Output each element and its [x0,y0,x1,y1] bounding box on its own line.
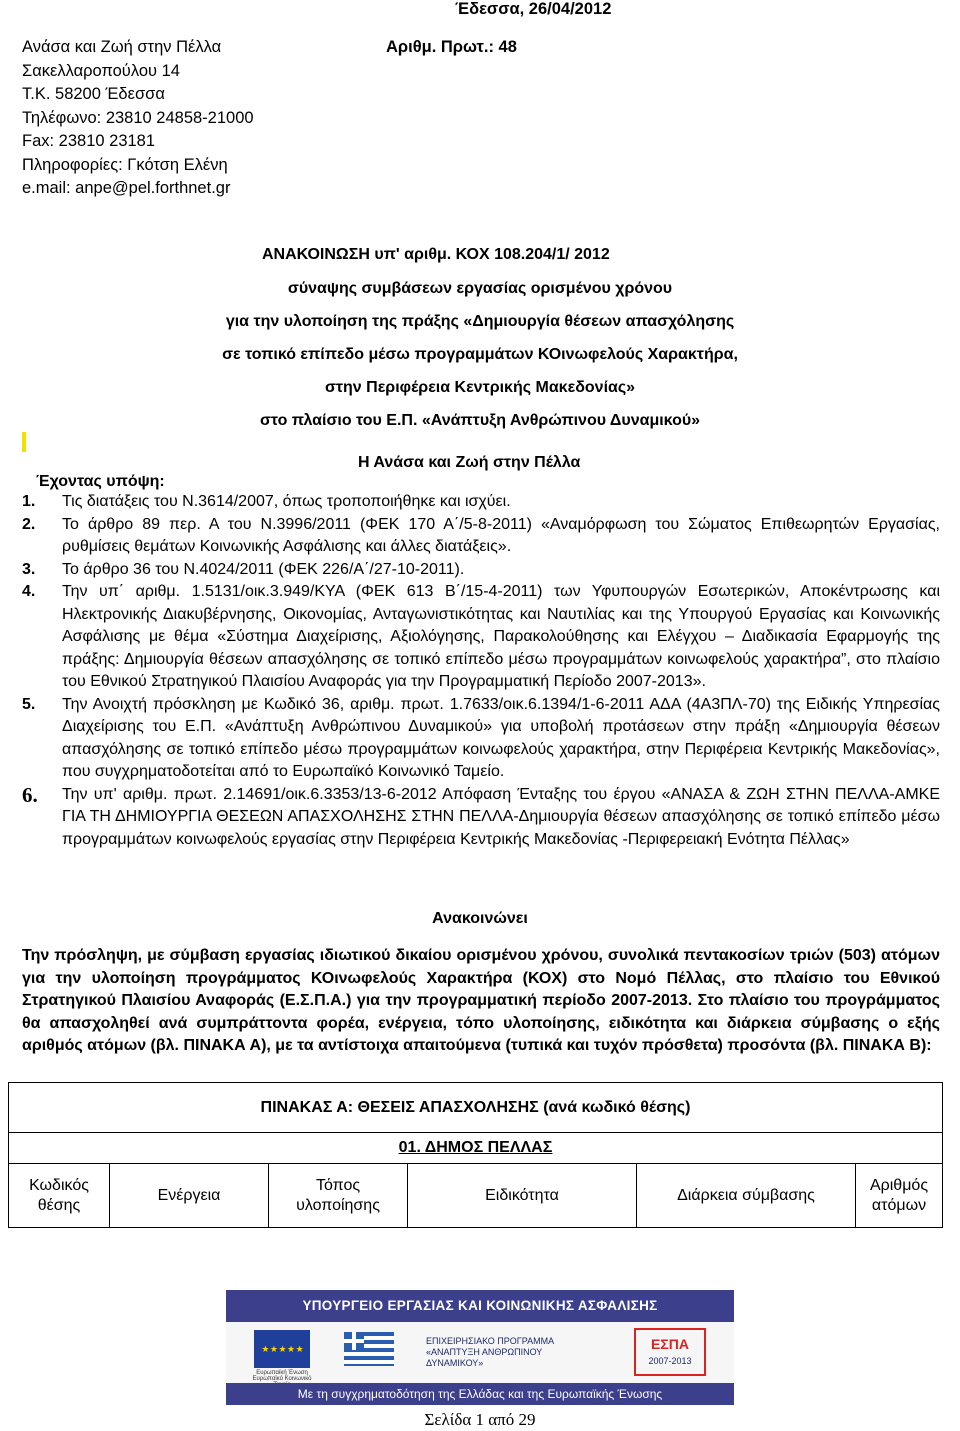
considering-heading: Έχοντας υπόψη: [36,473,165,490]
column-header-code [9,1164,110,1228]
list-item [22,491,940,514]
list-text: Την υπ΄ αριθμ. 1.5131/οικ.3.949/ΚΥΑ (ΦΕΚ 613 Β΄/15-4-2011) των Υφυπουργών Εσωτερικών, Αποκέντρωσης και Ηλεκτρονικής Διακυβέρνησης, Οικονομίας, Ανταγωνιστικότητας και Ναυτιλίας και της Υπουργού Εργασίας και Κοινωνικής Ασφάλισης με θέμα «Σύστημα Διαχείρισης, Αξιολόγησης, Παρακολούθησης και Ελέγχου – Διαδικασία Εφαρμογής της πράξης: Δημιουργία θέσεων απασχόλησης σε τοπικό επίπεδο μέσω προγραμμάτων κοινωφελούς χαρακτήρα”, στο πλαίσιο του Εθνικού Στρατηγικού Πλαισίου Αναφοράς για την Προγραμματική Περίοδο 2007-2013». [62,583,940,690]
document-date: Έδεσσα, 26/04/2012 [455,0,612,18]
cofunding-banner: Με τη συγχρηματοδότηση της Ελλάδας και της Ευρωπαϊκής Ένωσης [226,1383,734,1405]
list-number: 3. [22,560,36,578]
list-item [22,784,940,852]
header-text: Τόπος [315,1176,361,1194]
announcement-line: σύναψης συμβάσεων εργασίας ορισμένου χρόνου [287,280,673,297]
sender-address: Σακελλαροπούλου 14 [22,61,180,80]
announcement-title: ΑΝΑΚΟΙΝΩΣΗ υπ' αριθμ. ΚΟΧ 108.204/1/ 2012 [262,246,610,263]
column-header-location [269,1164,408,1228]
column-header-duration [637,1164,856,1228]
sender-phone: Τηλέφωνο: 23810 24858-21000 [22,108,254,127]
protocol-number: Αριθμ. Πρωτ.: 48 [386,38,517,56]
table-subtitle-text: 01. ΔΗΜΟΣ ΠΕΛΛΑΣ [398,1139,553,1156]
sender-fax: Fax: 23810 23181 [22,132,156,150]
sender-organization: Ανάσα και Ζωή στην Πέλλα [22,38,222,56]
list-item [22,559,940,582]
eu-caption: Ευρωπαϊκή Ένωση Ευρωπαϊκό Κοινωνικό [252,1370,312,1382]
announcement-line: στην Περιφέρεια Κεντρικής Μακεδονίας» [324,379,636,396]
announces-heading: Ανακοινώνει [432,910,528,927]
announcement-line: σε τοπικό επίπεδο μέσω προγραμμάτων ΚΟινωφελούς Χαρακτήρα, [222,346,738,363]
announcement-line: για την υλοποίηση της πράξης «Δημιουργία θέσεων απασχόλησης [225,313,735,330]
list-text: Την Ανοιχτή πρόσκληση με Κωδικό 36, αριθμ. πρωτ. 1.7633/οικ.6.1394/1-6-2011 ΑΔΑ (4Α3ΠΛ-70) της Ειδικής Υπηρεσίας Διαχείρισης του Ε.Π. «Ανάπτυξη Ανθρώπινου Δυναμικού» για υποβολή προτάσεων στην πράξη «Δημιουργία θέσεων απασχόλησης σε τοπικό επίπεδο μέσω προγραμμάτων κοινωφελούς χαρακτήρα, στην Περιφέρεια Κεντρικής Μακεδονίας», που συγχρηματοδοτείται από το Ευρωπαϊκό Κοινωνικό Ταμείο. [62,695,940,780]
header-text: Διάρκεια σύμβασης [677,1186,815,1204]
header-text: Ενέργεια [157,1186,221,1204]
espa-logo-years: 2007-2013 [648,1356,692,1366]
column-header-action [110,1164,269,1228]
greek-flag-icon [344,1332,394,1366]
list-number: 6. [22,782,38,807]
list-item [22,581,940,694]
sender-postcode: Τ.Κ. 58200 Έδεσσα [22,85,165,103]
issuer-heading: Η Ανάσα και Ζωή στην Πέλλα [358,454,581,471]
header-text: θέσης [37,1196,81,1214]
header-text: υλοποίησης [296,1196,380,1214]
table-title: ΠΙΝΑΚΑΣ Α: ΘΕΣΕΙΣ ΑΠΑΣΧΟΛΗΣΗΣ (ανά κωδικό θέσης) [9,1083,943,1133]
list-item [22,514,940,559]
list-number: 5. [22,695,36,713]
considerations-list [22,491,940,851]
programme-logo: ΕΠΙΧΕΙΡΗΣΙΑΚΟ ΠΡΟΓΡΑΜΜΑ «ΑΝΑΠΤΥΞΗ ΑΝΘΡΩΠΙΝΟΥ ΔΥΝΑΜΙΚΟΥ» [426,1336,554,1368]
list-text: Το άρθρο 36 του Ν.4024/2011 (ΦΕΚ 226/Α΄/27-10-2011). [62,560,465,578]
header-text: Κωδικός [29,1176,89,1194]
column-header-count [856,1164,943,1228]
main-paragraph: Την πρόσληψη, με σύμβαση εργασίας ιδιωτικού δικαίου ορισμένου χρόνου, συνολικά πεντακοσίων τριών (503) ατόμων για την υλοποίηση προγράμματος ΚΟινωφελούς Χαρακτήρα (ΚΟΧ) στο Νομό Πέλλας, στο πλαίσιο του Εθνικού Στρατηγικού Πλαισίου Αναφοράς (Ε.Σ.Π.Α.) για την προγραμματική περίοδο 2007-2013. Στο πλαίσιο του προγράμματος θα απασχοληθεί ανά συμπράττοντα φορέα, ενέργεια, τόπο υλοποίησης, ειδικότητα και διάρκεια σύμβασης ο εξής αριθμός ατόμων (βλ. ΠΙΝΑΚΑ Α), με τα αντίστοιχα απαιτούμενα (τυπικά και τυχόν πρόσθετα) προσόντα (βλ. ΠΙΝΑΚΑ Β): [22,947,940,1054]
highlight-mark [22,432,26,452]
list-item [22,694,940,784]
header-text: ατόμων [871,1196,927,1214]
page-number: Σελίδα 1 από 29 [424,1410,536,1429]
table-subtitle [9,1133,943,1164]
list-number: 2. [22,515,36,533]
header-text: Ειδικότητα [485,1186,559,1204]
announcement-line: στο πλαίσιο του Ε.Π. «Ανάπτυξη Ανθρώπινου Δυναμικού» [259,412,701,429]
sender-email: e.mail: anpe@pel.forthnet.gr [22,179,231,197]
list-text: Την υπ' αριθμ. πρωτ. 2.14691/οικ.6.3353/13-6-2012 Απόφαση Ένταξης του έργου «ΑΝΑΣΑ & ΖΩΗ ΣΤΗΝ ΠΕΛΛΑ-ΑΜΚΕ ΓΙΑ ΤΗ ΔΗΜΙΟΥΡΓΙΑ ΘΕΣΕΩΝ ΑΠΑΣΧΟΛΗΣΗΣ ΣΤΗΝ ΠΕΛΛΑ-Δημιουργία θέσεων απασχόλησης σε τοπικό επίπεδο μέσω προγραμμάτων κοινωφελούς εργασίας στην Περιφέρεια Κεντρικής Μακεδονίας -Περιφερειακή Ενότητα Πέλλας» [62,785,940,848]
positions-table [8,1082,943,1228]
ministry-banner: ΥΠΟΥΡΓΕΙΟ ΕΡΓΑΣΙΑΣ ΚΑΙ ΚΟΙΝΩΝΙΚΗΣ ΑΣΦΑΛΙΣΗΣ [226,1290,734,1322]
funding-banner [226,1290,734,1405]
list-number: 1. [22,493,36,510]
header-text: Αριθμός [869,1176,929,1194]
espa-logo-text: ΕΣΠΑ [651,1336,689,1352]
list-text: Το άρθρο 89 περ. Α του Ν.3996/2011 (ΦΕΚ 170 Α΄/5-8-2011) «Αναμόρφωση του Σώματος Επιθεωρητών Εργασίας, ρυθμίσεις θεμάτων Κοινωνικής Ασφάλισης και άλλες διατάξεις». [62,515,940,555]
eu-flag-icon: ★ ★ ★ ★ ★ [254,1330,310,1368]
sender-contact: Πληροφορίες: Γκότση Ελένη [22,155,228,174]
sender-block [22,36,254,201]
column-header-specialty [408,1164,637,1228]
espa-logo [634,1328,706,1376]
list-text: Τις διατάξεις του Ν.3614/2007, όπως τροποποιήθηκε και ισχύει. [62,493,511,510]
list-number: 4. [22,583,36,600]
